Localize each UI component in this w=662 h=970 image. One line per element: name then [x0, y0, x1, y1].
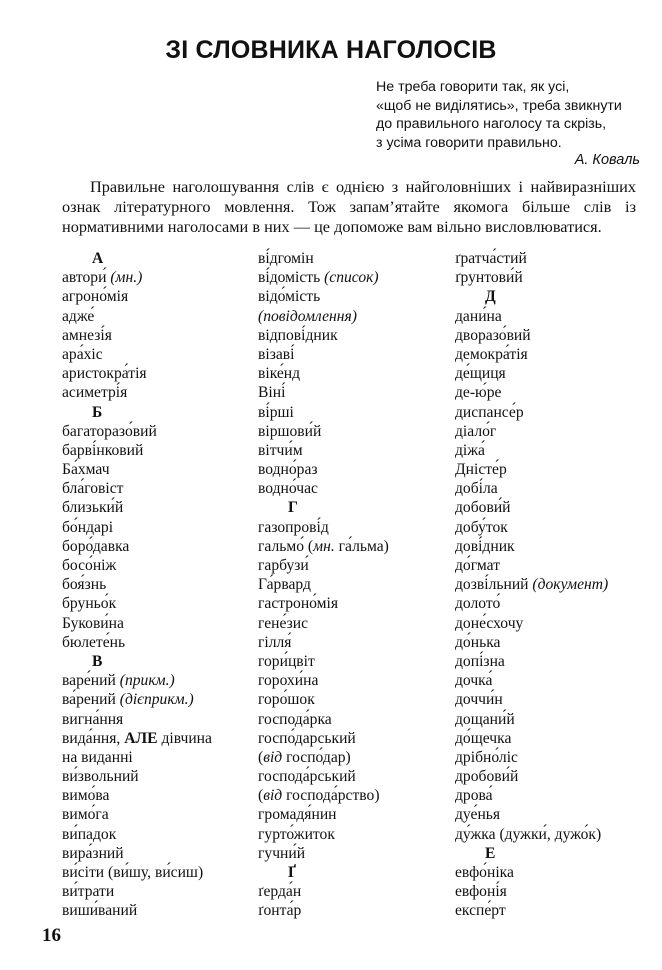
epigraph-line: до правильного наголосу та скрізь, — [376, 116, 607, 132]
dictionary-entry — [258, 614, 389, 633]
entry-word: евфоні́я — [455, 883, 507, 901]
dictionary-entry — [455, 383, 608, 402]
entry-word: Букови́на — [62, 614, 124, 632]
dictionary-entry — [258, 748, 389, 767]
entry-word: ви́трати — [62, 883, 115, 901]
dictionary-entry — [455, 460, 608, 479]
entry-word: ґратча́стий — [455, 250, 527, 267]
dictionary-entry — [62, 844, 212, 863]
dictionary-entry — [62, 268, 212, 287]
dictionary-entry — [455, 863, 608, 882]
dictionary-entry — [455, 767, 608, 786]
entry-word: демокра́тія — [455, 345, 528, 363]
entry-word: агроно́мія — [62, 288, 129, 306]
dictionary-entry — [62, 287, 212, 306]
entry-word: гучни́й — [258, 844, 306, 862]
entry-word: боя́знь — [62, 576, 107, 594]
dictionary-entry — [455, 901, 608, 920]
entry-word: Віні́ — [258, 384, 286, 402]
entry-word: ґрунтови́й — [455, 269, 523, 287]
entry-word: гастроно́мія — [258, 595, 339, 613]
dictionary-entry — [258, 345, 389, 364]
entry-note: (документ) — [532, 576, 609, 594]
dictionary-entry — [455, 805, 608, 824]
entry-word: Дністе́р — [455, 461, 507, 479]
entry-word: громадя́нин — [258, 806, 337, 824]
entry-word: допі́зна — [455, 652, 505, 670]
entry-word: евфо́ніка — [455, 864, 514, 881]
dictionary-entry — [62, 710, 212, 729]
entry-word: ара́хіс — [62, 345, 103, 363]
dictionary-entry — [455, 249, 608, 268]
dictionary-entry — [455, 345, 608, 364]
dictionary-entry — [62, 345, 212, 364]
entry-word: відпові́дник — [258, 326, 338, 344]
dictionary-entry — [258, 767, 389, 786]
entry-word: боро́давка — [62, 537, 130, 555]
entry-word: ґерда́н — [258, 883, 302, 901]
dictionary-entry — [455, 556, 608, 575]
entry-word: діало́г — [455, 422, 497, 440]
entry-word: дрібно́ліс — [455, 748, 518, 766]
entry-word: вида́ння, — [62, 729, 121, 747]
entry-word: господа́рський — [258, 768, 356, 786]
entry-word: до́гмат — [455, 557, 501, 574]
dictionary-entry — [258, 556, 389, 575]
entry-word: де́щиця — [455, 365, 506, 383]
dictionary-entry — [258, 422, 389, 441]
word-column-2 — [258, 249, 389, 921]
section-letter: Д — [485, 288, 496, 306]
entry-emphasis: АЛЕ — [124, 729, 158, 747]
dictionary-entry — [258, 460, 389, 479]
dictionary-entry — [455, 422, 608, 441]
entry-word: водно́час — [258, 480, 318, 498]
dictionary-entry — [62, 537, 212, 556]
entry-word: до́нька — [455, 633, 501, 651]
dictionary-entry — [455, 594, 608, 613]
entry-word: господа́рка — [258, 710, 332, 728]
epigraph-author: А. Коваль — [574, 152, 640, 168]
dictionary-entry — [455, 537, 608, 556]
dictionary-entry — [455, 652, 608, 671]
entry-word: амнезі́я — [62, 326, 112, 344]
dictionary-entry — [455, 882, 608, 901]
dictionary-entry — [455, 786, 608, 805]
entry-word: близьки́й — [62, 499, 124, 517]
entry-word: ви́сіти (ви́шу, ви́сиш) — [62, 864, 204, 881]
dictionary-entry — [62, 633, 212, 652]
entry-word: ві́дгомін — [258, 250, 314, 267]
dictionary-entry — [62, 575, 212, 594]
entry-word: до́щечка — [455, 729, 512, 747]
dictionary-entry — [258, 287, 389, 306]
dictionary-entry — [62, 594, 212, 613]
entry-paren: ( — [258, 748, 264, 766]
entry-word: барві́нковий — [62, 441, 144, 459]
dictionary-entry — [258, 518, 389, 537]
section-letter: А — [92, 250, 104, 267]
dictionary-entry — [62, 326, 212, 345]
dictionary-entry — [455, 364, 608, 383]
dictionary-entry — [455, 671, 608, 690]
dictionary-entry — [455, 441, 608, 460]
entry-word: гурто́житок — [258, 825, 335, 843]
word-column-1 — [62, 249, 212, 921]
entry-word: дозві́льний — [455, 576, 529, 594]
dictionary-entry — [62, 518, 212, 537]
entry-word: Га́рвард — [258, 576, 311, 594]
entry-word: експе́рт — [455, 902, 506, 920]
entry-word: водно́раз — [258, 461, 318, 479]
entry-note: (дієприкм.) — [119, 691, 194, 709]
dictionary-entry — [455, 614, 608, 633]
entry-word: дворазо́вий — [455, 326, 531, 344]
entry-word: асиметрі́я — [62, 384, 128, 402]
dictionary-entry — [62, 729, 212, 748]
dictionary-entry — [258, 805, 389, 824]
entry-word: аристокра́тія — [62, 365, 147, 383]
entry-paren: ( — [258, 787, 264, 805]
dictionary-entry — [258, 403, 389, 422]
entry-word: багаторазо́вий — [62, 422, 157, 440]
entry-word: диспансе́р — [455, 403, 524, 421]
entry-word: віке́нд — [258, 365, 301, 383]
dictionary-entry — [62, 479, 212, 498]
entry-paren: господа́рство) — [282, 787, 380, 805]
dictionary-entry — [62, 422, 212, 441]
dictionary-entry — [455, 690, 608, 709]
entry-word: віршови́й — [258, 422, 322, 440]
dictionary-entry — [258, 479, 389, 498]
entry-word: бо́ндарі — [62, 518, 114, 536]
entry-word: долото́ — [455, 595, 501, 613]
entry-word: автори́ — [62, 269, 107, 287]
dictionary-entry — [258, 575, 389, 594]
dictionary-entry — [62, 307, 212, 326]
dictionary-entry — [258, 537, 389, 556]
dictionary-entry — [258, 844, 389, 863]
section-letter: Е — [485, 844, 496, 862]
entry-word: гілля́ — [258, 633, 292, 651]
dictionary-entry — [62, 690, 212, 709]
dictionary-entry — [62, 748, 212, 767]
dictionary-entry — [62, 614, 212, 633]
dictionary-entry — [455, 307, 608, 326]
dictionary-entry — [258, 441, 389, 460]
entry-word: ві́домість — [258, 269, 321, 287]
dictionary-entry — [258, 594, 389, 613]
entry-word: вира́зний — [62, 844, 124, 862]
entry-word: добови́й — [455, 499, 511, 517]
dictionary-entry — [62, 441, 212, 460]
dictionary-entry — [62, 383, 212, 402]
dictionary-entry — [62, 556, 212, 575]
dictionary-entry — [258, 710, 389, 729]
entry-note: мн. — [313, 537, 335, 555]
entry-continuation: дівчина — [161, 729, 212, 747]
page-number: 16 — [42, 925, 61, 946]
entry-note: від — [263, 787, 283, 805]
dictionary-entry — [455, 710, 608, 729]
section-letter: В — [92, 652, 103, 670]
dictionary-entry — [455, 748, 608, 767]
epigraph-line: Не треба говорити так, як усі, — [376, 79, 570, 95]
dictionary-entry — [258, 729, 389, 748]
dictionary-entry — [258, 383, 389, 402]
entry-word: адже́ — [62, 307, 95, 325]
dictionary-entry — [258, 690, 389, 709]
entry-word: гальмо́ — [258, 537, 305, 555]
entry-word: вітчи́м — [258, 441, 303, 459]
entry-word: доне́схочу — [455, 614, 524, 632]
dictionary-entry — [62, 786, 212, 805]
entry-word: ду́жка (дужки́, дужо́к) — [455, 825, 602, 843]
entry-word: вимо́ва — [62, 787, 110, 805]
entry-note: (прикм.) — [119, 672, 175, 690]
entry-word: ви́звольний — [62, 768, 139, 786]
dictionary-entry — [62, 901, 212, 920]
dictionary-entry — [258, 364, 389, 383]
dictionary-entry — [62, 882, 212, 901]
entry-word: вигна́ння — [62, 710, 124, 728]
entry-word: ви́падок — [62, 825, 117, 843]
entry-word: дуе́нья — [455, 806, 501, 824]
dictionary-entry — [258, 326, 389, 345]
dictionary-entry — [455, 518, 608, 537]
dictionary-entry — [455, 633, 608, 652]
entry-word: гори́цвіт — [258, 652, 315, 670]
entry-note: (мн.) — [110, 269, 143, 287]
dictionary-entry — [455, 825, 608, 844]
dictionary-entry — [62, 364, 212, 383]
entry-word: виши́ваний — [62, 902, 138, 920]
entry-note: (повідомлення) — [258, 307, 357, 325]
entry-word: гарбузи́ — [258, 557, 309, 574]
dictionary-entry — [258, 249, 389, 268]
epigraph-line: «щоб не виділятись», треба звикнути — [376, 97, 622, 114]
entry-word: вимо́га — [62, 806, 109, 824]
entry-word: ґонта́р — [258, 902, 302, 920]
dictionary-entry — [455, 326, 608, 345]
section-letter: Г — [288, 499, 298, 517]
entry-word: добу́ток — [455, 518, 508, 536]
entry-word: варе́ний — [62, 672, 116, 690]
entry-word: Ба́хмач — [62, 461, 110, 479]
dictionary-entry — [258, 882, 389, 901]
dictionary-entry — [62, 671, 212, 690]
dictionary-entry — [455, 403, 608, 422]
entry-word: ва́рений — [62, 691, 116, 709]
entry-word: доччи́н — [455, 691, 503, 709]
section-letter: Б — [92, 403, 103, 421]
entry-word: газопрові́д — [258, 518, 329, 536]
entry-word: де-ю́ре — [455, 384, 502, 402]
dictionary-entry — [62, 825, 212, 844]
section-letter: Ґ — [288, 864, 297, 881]
dictionary-entry — [62, 498, 212, 517]
entry-word: діжа́ — [455, 441, 485, 459]
intro-text: Правильне наголошування слів є однією з найголовніших і найвиразніших ознак літературного мовлення. Тож запам’ятайте якомога більше слів із нормативними наголосами в них — це допоможе вам вільно висловлюватися. — [62, 177, 636, 236]
entry-word: дробови́й — [455, 768, 519, 786]
dictionary-entry — [62, 805, 212, 824]
entry-note: (список) — [324, 269, 379, 287]
entry-word: візаві́ — [258, 345, 295, 363]
entry-word: дочка́ — [455, 672, 493, 690]
epigraph-line: з усіма говорити правильно. — [376, 134, 562, 151]
dictionary-entry — [258, 307, 389, 326]
entry-word: на виданні — [62, 748, 133, 766]
entry-word: дани́на — [455, 307, 502, 325]
entry-word: дрова́ — [455, 787, 493, 805]
entry-word: босо́ніж — [62, 557, 117, 574]
dictionary-entry — [62, 767, 212, 786]
intro-paragraph — [62, 177, 636, 237]
dictionary-entry — [258, 671, 389, 690]
dictionary-entry — [258, 901, 389, 920]
entry-note: від — [263, 748, 283, 766]
entry-paren: га́льма) — [334, 537, 389, 555]
word-column-3 — [455, 249, 608, 921]
dictionary-entry — [455, 575, 608, 594]
entry-word: бла́говіст — [62, 480, 124, 498]
entry-word: гене́зис — [258, 614, 308, 632]
entry-word: дощани́й — [455, 710, 515, 728]
entry-word: бюлете́нь — [62, 633, 126, 651]
dictionary-entry — [258, 786, 389, 805]
entry-word: госпо́дарський — [258, 729, 356, 747]
dictionary-entry — [258, 652, 389, 671]
dictionary-entry — [62, 460, 212, 479]
dictionary-entry — [455, 479, 608, 498]
dictionary-entry — [455, 498, 608, 517]
dictionary-entry — [455, 729, 608, 748]
entry-paren: госпо́дар) — [282, 748, 351, 766]
entry-word: відо́мість — [258, 288, 321, 306]
entry-word: ві́рші — [258, 403, 294, 421]
epigraph — [376, 78, 646, 152]
entry-word: бруньо́к — [62, 595, 117, 613]
page-title: ЗІ СЛОВНИКА НАГОЛОСІВ — [165, 36, 497, 64]
entry-word: горо́шок — [258, 691, 315, 709]
entry-word: горохи́на — [258, 672, 319, 690]
entry-paren: ( — [307, 537, 314, 555]
dictionary-entry — [455, 268, 608, 287]
dictionary-entry — [62, 863, 212, 882]
dictionary-entry — [258, 268, 389, 287]
dictionary-entry — [258, 825, 389, 844]
dictionary-entry — [258, 633, 389, 652]
entry-word: дові́дник — [455, 537, 515, 555]
entry-word: добі́ла — [455, 480, 498, 498]
